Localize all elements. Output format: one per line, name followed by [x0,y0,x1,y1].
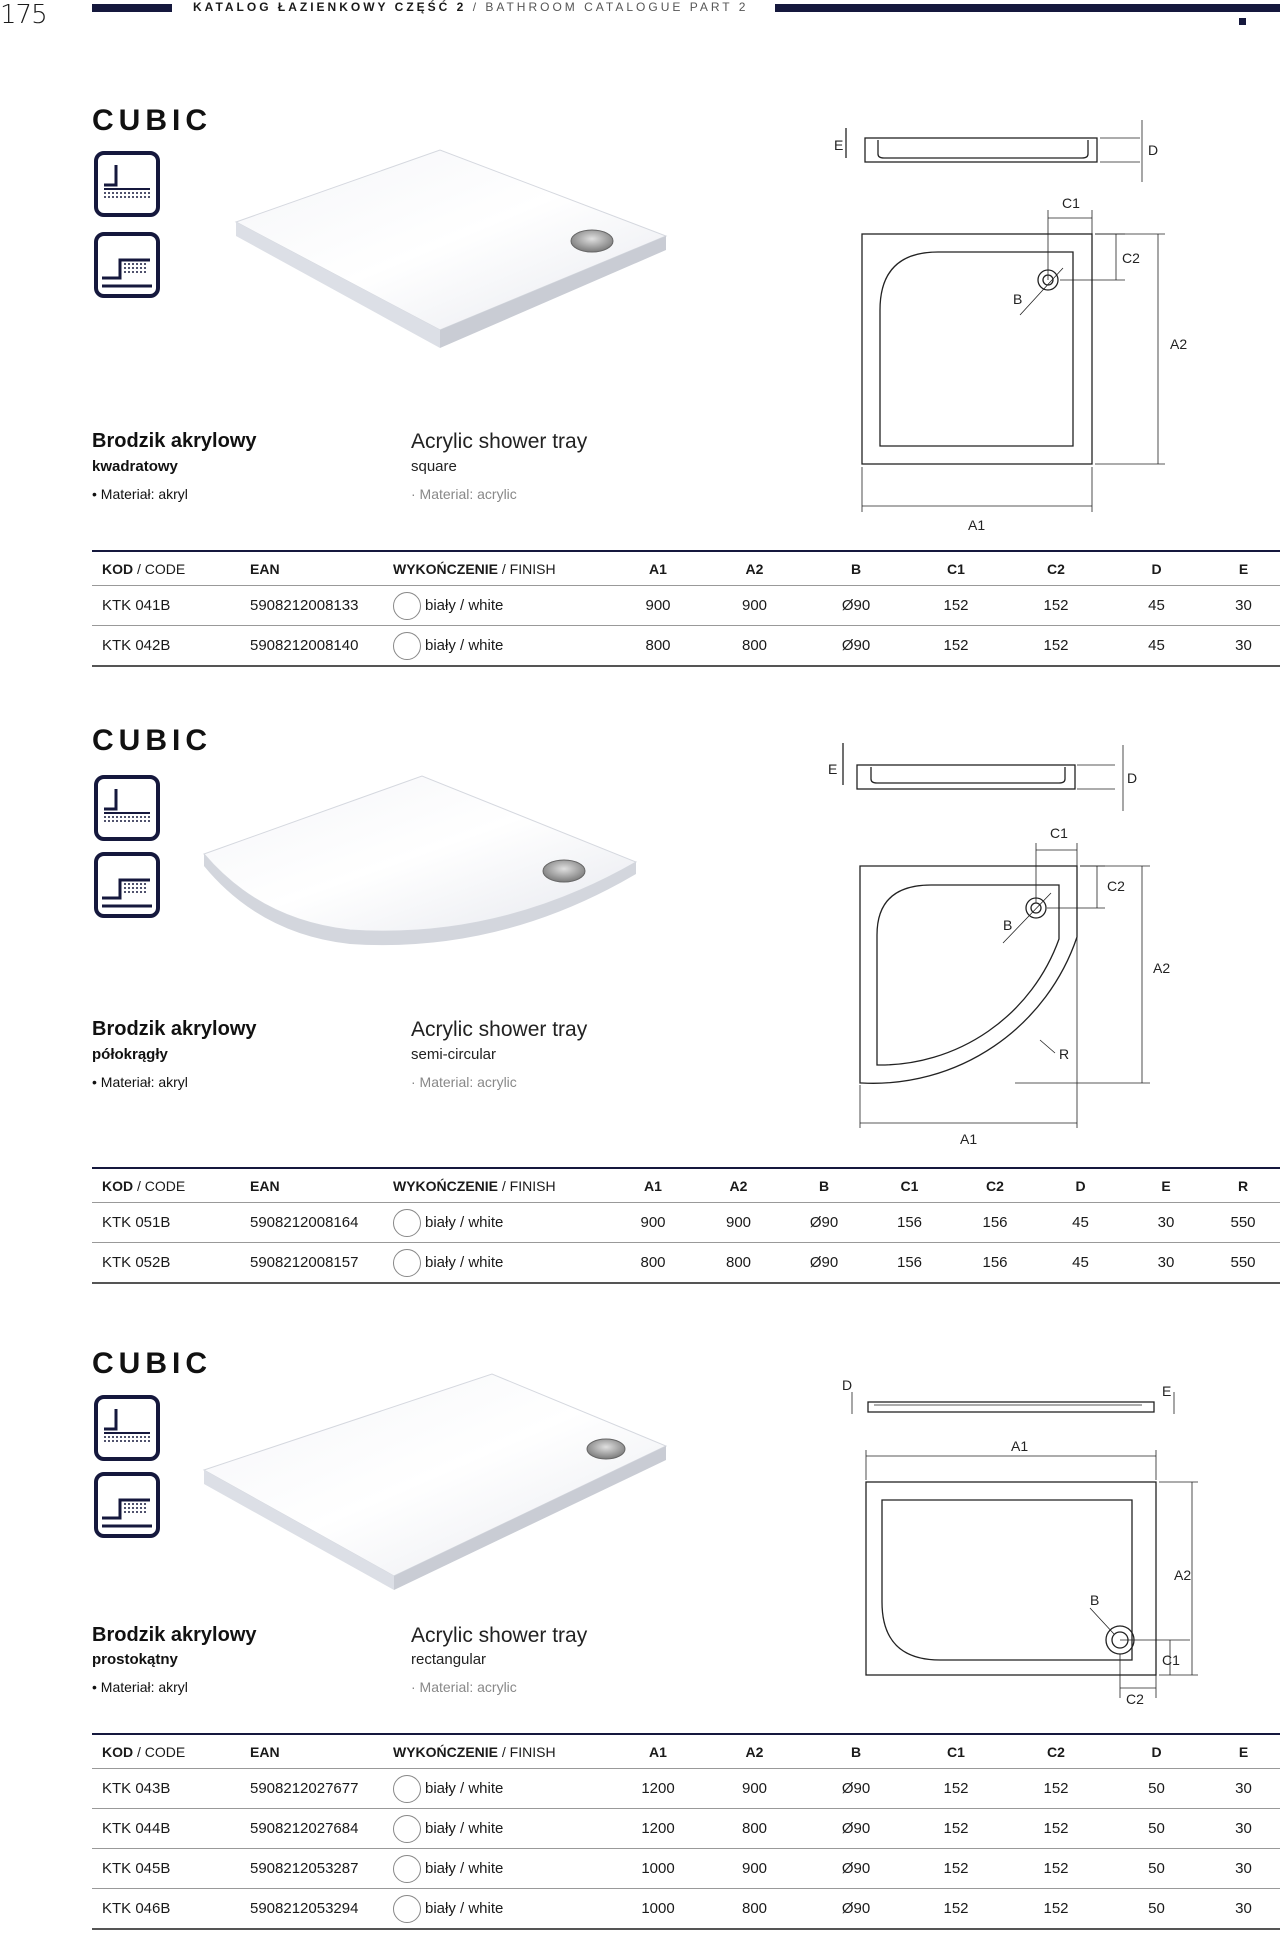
catalog-title-pl: KATALOG ŁAZIENKOWY CZĘŚĆ 2 [193,0,467,14]
product-shape-pl: kwadratowy [92,458,178,475]
cell-code: KTK 041B [92,586,240,626]
dim-label-a2: A2 [1170,336,1188,352]
cell-ean: 5908212053287 [240,1849,383,1889]
table-row [92,1243,1280,1284]
catalog-header [193,0,748,14]
col-header-ean: EAN [240,551,383,586]
cell-e: 30 [1207,1849,1280,1889]
col-header-c1: C1 [864,1168,955,1203]
dim-label-d: D [1148,142,1159,158]
col-header-a1: A1 [613,551,703,586]
spec-table-rectangular [92,1733,1280,1930]
cell-a2: 900 [703,1769,806,1809]
cell-c1: 152 [906,626,1006,667]
col-header-c2: C2 [1006,1734,1106,1769]
cell-a1: 1200 [613,1809,703,1849]
product-shape-en: rectangular [411,1651,487,1668]
rectangular-tray-image [200,1370,670,1590]
dim-label-c2: C2 [1126,1691,1144,1707]
cell-code: KTK 043B [92,1769,240,1809]
cell-c1: 152 [906,1889,1006,1930]
cell-d: 50 [1106,1889,1207,1930]
table-row [92,1203,1280,1243]
cell-c1: 156 [864,1243,955,1284]
finish-color-swatch [393,1895,421,1923]
cell-ean: 5908212027684 [240,1809,383,1849]
cell-b: Ø90 [806,1889,906,1930]
table-row [92,1769,1280,1809]
dim-label-d: D [842,1377,853,1393]
dim-label-c1: C1 [1162,1652,1180,1668]
cell-finish: biały / white [383,626,613,667]
square-tray-image [230,140,670,360]
cell-a2: 900 [693,1203,784,1243]
col-header-c1: C1 [906,551,1006,586]
col-header-finish: WYKOŃCZENIE / FINISH [383,1734,613,1769]
col-header-c2: C2 [955,1168,1035,1203]
col-header-d: D [1106,1734,1207,1769]
product-shape-en: semi-circular [411,1046,497,1063]
cell-code: KTK 045B [92,1849,240,1889]
finish-color-swatch [393,1249,421,1277]
cell-c2: 152 [1006,1849,1106,1889]
cell-a1: 800 [613,1243,693,1284]
cell-b: Ø90 [806,586,906,626]
cell-c1: 152 [906,1769,1006,1809]
product-shape-en: square [411,458,457,475]
material-en: · Material: acrylic [411,1074,517,1090]
cell-b: Ø90 [784,1203,864,1243]
material-en: · Material: acrylic [411,1679,517,1695]
cell-e: 30 [1207,586,1280,626]
cell-ean: 5908212008157 [240,1243,383,1284]
cell-finish: biały / white [383,586,613,626]
cell-a2: 800 [703,1809,806,1849]
product-title: CUBIC [92,1347,212,1380]
cell-d: 45 [1035,1203,1126,1243]
cell-ean: 5908212008140 [240,626,383,667]
cell-c1: 152 [906,586,1006,626]
cell-r: 550 [1206,1203,1280,1243]
cell-b: Ø90 [806,626,906,667]
col-header-b: B [784,1168,864,1203]
table-header-row [92,1734,1280,1769]
raised-installation-icon [94,1472,160,1538]
cell-b: Ø90 [784,1243,864,1284]
cell-b: Ø90 [806,1769,906,1809]
table-row [92,626,1280,667]
page-number: 175 [0,0,47,30]
cell-c2: 152 [1006,626,1106,667]
dim-label-a1: A1 [960,1131,978,1147]
cell-c1: 152 [906,1849,1006,1889]
spec-table-semicircular [92,1167,1280,1284]
technical-drawing-rectangular [820,1370,1210,1710]
product-name-pl: Brodzik akrylowy [92,1018,257,1040]
col-header-c2: C2 [1006,551,1106,586]
dim-label-c2: C2 [1107,878,1125,894]
col-header-code: KOD / CODE [92,1734,240,1769]
flat-installation-icon [94,775,160,841]
cell-c2: 152 [1006,1889,1106,1930]
cell-e: 30 [1207,1889,1280,1930]
finish-color-swatch [393,592,421,620]
cell-e: 30 [1126,1203,1206,1243]
col-header-b: B [806,1734,906,1769]
cell-a1: 1000 [613,1849,703,1889]
col-header-e: E [1126,1168,1206,1203]
cell-b: Ø90 [806,1849,906,1889]
cell-code: KTK 042B [92,626,240,667]
cell-c1: 152 [906,1809,1006,1849]
dim-label-e: E [828,761,838,777]
col-header-d: D [1035,1168,1126,1203]
col-header-code: KOD / CODE [92,551,240,586]
cell-finish: biały / white [383,1769,613,1809]
cell-c2: 152 [1006,1809,1106,1849]
table-header-row [92,551,1280,586]
finish-color-swatch [393,1855,421,1883]
cell-finish: biały / white [383,1889,613,1930]
dim-label-a1: A1 [968,517,986,533]
col-header-e: E [1207,551,1280,586]
cell-c2: 152 [1006,1769,1106,1809]
col-header-a2: A2 [693,1168,784,1203]
product-name-en: Acrylic shower tray [411,1624,588,1647]
dim-label-a2: A2 [1153,960,1171,976]
material-pl: • Materiał: akryl [92,1679,188,1695]
cell-d: 50 [1106,1769,1207,1809]
cell-finish: biały / white [383,1809,613,1849]
cell-e: 30 [1207,1769,1280,1809]
col-header-d: D [1106,551,1207,586]
cell-a2: 900 [703,1849,806,1889]
dim-label-a2: A2 [1174,1567,1192,1583]
cell-code: KTK 051B [92,1203,240,1243]
cell-a1: 900 [613,586,703,626]
dim-label-c2: C2 [1122,250,1140,266]
cell-finish: biały / white [383,1849,613,1889]
header-bar-left [92,4,172,12]
cell-ean: 5908212008164 [240,1203,383,1243]
col-header-c1: C1 [906,1734,1006,1769]
technical-drawing-square [820,110,1200,540]
table-row [92,586,1280,626]
cell-d: 45 [1106,586,1207,626]
material-pl: • Materiał: akryl [92,486,188,502]
dim-label-e: E [1162,1383,1172,1399]
col-header-ean: EAN [240,1168,383,1203]
cell-ean: 5908212008133 [240,586,383,626]
cell-e: 30 [1207,1809,1280,1849]
technical-drawing-semicircular [815,735,1195,1155]
spec-table-square [92,550,1280,667]
table-header-row [92,1168,1280,1203]
semicircular-tray-image [200,770,640,950]
cell-d: 50 [1106,1849,1207,1889]
cell-a1: 1000 [613,1889,703,1930]
cell-finish: biały / white [383,1203,613,1243]
header-bar-right [775,4,1280,12]
col-header-code: KOD / CODE [92,1168,240,1203]
product-title: CUBIC [92,104,212,137]
header-square [1239,18,1246,25]
cell-d: 50 [1106,1809,1207,1849]
cell-a1: 800 [613,626,703,667]
table-row [92,1809,1280,1849]
col-header-r: R [1206,1168,1280,1203]
cell-d: 45 [1035,1243,1126,1284]
cell-code: KTK 044B [92,1809,240,1849]
cell-a2: 900 [703,586,806,626]
table-row [92,1889,1280,1930]
cell-c2: 152 [1006,586,1106,626]
cell-c2: 156 [955,1203,1035,1243]
product-name-en: Acrylic shower tray [411,430,588,453]
catalog-title-en: / BATHROOM CATALOGUE PART 2 [472,0,749,14]
cell-a2: 800 [703,1889,806,1930]
cell-a2: 800 [693,1243,784,1284]
dim-label-a1: A1 [1011,1438,1029,1454]
cell-r: 550 [1206,1243,1280,1284]
product-title: CUBIC [92,724,212,757]
dim-label-e: E [834,137,844,153]
cell-a1: 900 [613,1203,693,1243]
dim-label-c1: C1 [1050,825,1068,841]
dim-label-c1: C1 [1062,195,1080,211]
product-shape-pl: półokrągły [92,1046,168,1063]
col-header-e: E [1207,1734,1280,1769]
dim-label-d: D [1127,770,1138,786]
col-header-a2: A2 [703,551,806,586]
material-pl: • Materiał: akryl [92,1074,188,1090]
cell-ean: 5908212053294 [240,1889,383,1930]
cell-ean: 5908212027677 [240,1769,383,1809]
product-name-pl: Brodzik akrylowy [92,1624,257,1646]
raised-installation-icon [94,232,160,298]
cell-code: KTK 046B [92,1889,240,1930]
col-header-a1: A1 [613,1168,693,1203]
col-header-finish: WYKOŃCZENIE / FINISH [383,1168,613,1203]
flat-installation-icon [94,1395,160,1461]
cell-a1: 1200 [613,1769,703,1809]
dim-label-b: B [1090,1592,1100,1608]
col-header-a2: A2 [703,1734,806,1769]
cell-code: KTK 052B [92,1243,240,1284]
cell-d: 45 [1106,626,1207,667]
finish-color-swatch [393,1815,421,1843]
cell-finish: biały / white [383,1243,613,1284]
finish-color-swatch [393,632,421,660]
raised-installation-icon [94,852,160,918]
product-shape-pl: prostokątny [92,1651,178,1668]
finish-color-swatch [393,1775,421,1803]
flat-installation-icon [94,151,160,217]
product-name-pl: Brodzik akrylowy [92,430,257,452]
finish-color-swatch [393,1209,421,1237]
col-header-ean: EAN [240,1734,383,1769]
cell-b: Ø90 [806,1809,906,1849]
dim-label-b: B [1013,291,1023,307]
dim-label-r: R [1059,1046,1070,1062]
product-name-en: Acrylic shower tray [411,1018,588,1041]
cell-e: 30 [1126,1243,1206,1284]
material-en: · Material: acrylic [411,486,517,502]
cell-c1: 156 [864,1203,955,1243]
cell-e: 30 [1207,626,1280,667]
table-row [92,1849,1280,1889]
col-header-a1: A1 [613,1734,703,1769]
col-header-finish: WYKOŃCZENIE / FINISH [383,551,613,586]
dim-label-b: B [1003,917,1013,933]
cell-c2: 156 [955,1243,1035,1284]
cell-a2: 800 [703,626,806,667]
col-header-b: B [806,551,906,586]
